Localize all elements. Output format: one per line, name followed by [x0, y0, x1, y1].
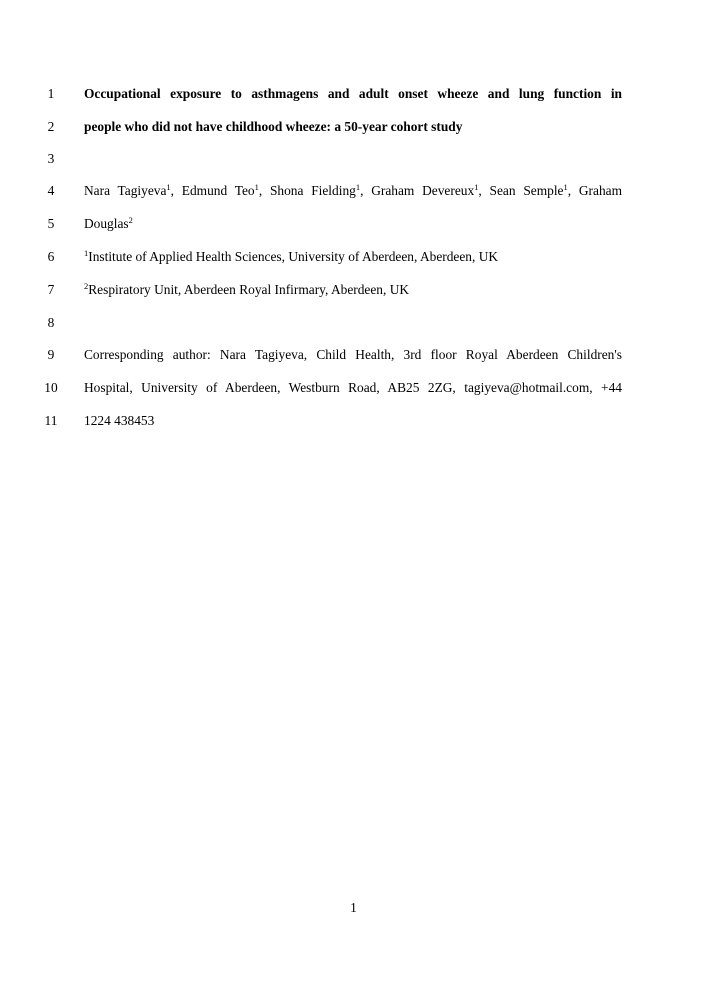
page-number: 1 [350, 900, 357, 915]
line-number: 11 [44, 413, 58, 428]
author-affiliation-mark: 1 [166, 182, 171, 192]
line-number: 8 [47, 315, 55, 330]
author-name: Douglas [84, 216, 129, 231]
affiliation [84, 249, 622, 265]
line-number: 9 [47, 347, 55, 362]
author-affiliation-mark: 1 [474, 182, 479, 192]
author-name: Sean Semple [489, 183, 564, 198]
affiliation-number: 2 [84, 281, 89, 291]
author-name: Graham [578, 183, 623, 198]
affiliation-number: 1 [84, 248, 89, 258]
line-number: 10 [44, 380, 58, 395]
affiliation-text: Respiratory Unit, Aberdeen Royal Infirmary, Aberdeen, UK [88, 282, 410, 297]
author-name: Graham Devereux [371, 183, 475, 198]
affiliation-text: Institute of Applied Health Sciences, University of Aberdeen, Aberdeen, UK [88, 249, 499, 264]
author-affiliation-mark: 1 [355, 182, 361, 192]
author-affiliation-mark: 1 [254, 182, 259, 192]
corresponding-author-line-3: 1224 438453 [84, 413, 155, 428]
paper-title-line-2: people who did not have childhood wheeze: a 50-year cohort study [84, 119, 463, 134]
line-number: 3 [47, 151, 55, 166]
author-name: Edmund Teo [181, 183, 255, 198]
author-affiliation-mark: 1 [563, 182, 568, 192]
line-number: 2 [47, 119, 55, 134]
paper-title-line-1: Occupational exposure to asthmagens and adult onset wheeze and lung function in [84, 86, 622, 101]
line-number: 5 [47, 216, 55, 231]
line-number: 6 [47, 249, 55, 264]
author-list: Nara Tagiyeva$^1$, Edmund Teo$^1$, Shona Fielding$^1$, Graham Devereux$^1$, Sean Semple$^1$, Graham [84, 182, 623, 198]
line-number: 1 [47, 86, 55, 101]
line-number: 7 [47, 282, 55, 297]
corresponding-author-line-2: Hospital, University of Aberdeen, Westburn Road, AB25 2ZG, tagiyeva@hotmail.com, +44 [84, 380, 622, 395]
author-name: Shona Fielding [269, 183, 356, 198]
affiliation [84, 282, 622, 298]
author-list-continued [84, 216, 622, 232]
author-affiliation-mark: 2 [128, 215, 133, 225]
line-number: 4 [47, 183, 55, 198]
corresponding-author-line-1: Corresponding author: Nara Tagiyeva, Child Health, 3rd floor Royal Aberdeen Children's [84, 347, 622, 362]
author-name: Nara Tagiyeva [84, 183, 167, 198]
